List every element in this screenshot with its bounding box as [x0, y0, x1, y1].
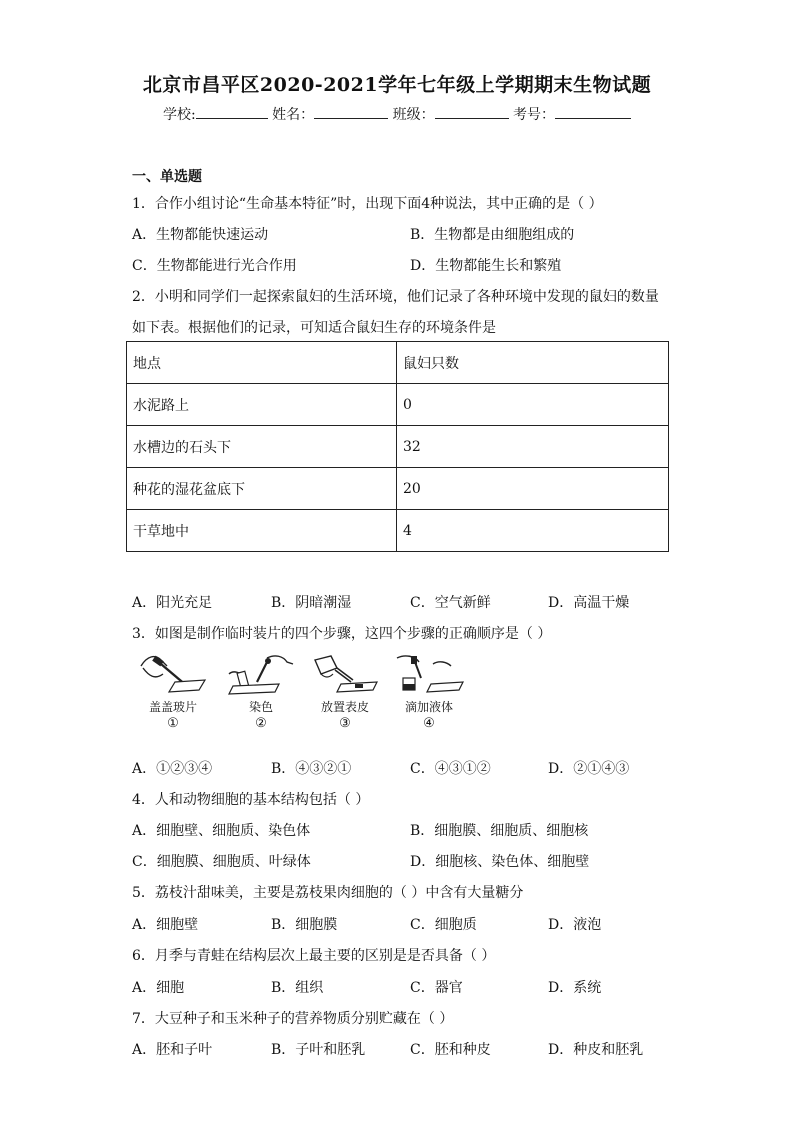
table-cell-count: 4 — [397, 510, 669, 552]
step-caption: 放置表皮 — [320, 700, 369, 714]
q4-option-a[interactable]: A．细胞壁、细胞质、染色体 — [132, 823, 311, 839]
q1-option-b[interactable]: B．生物都是由细胞组成的 — [410, 227, 575, 243]
q3-option-b[interactable]: B．④③②① — [271, 761, 352, 777]
school-blank[interactable] — [196, 104, 268, 119]
q4-stem: 4．人和动物细胞的基本结构包括（ ） — [132, 792, 370, 808]
table-row — [127, 384, 669, 426]
q1-option-d[interactable]: D．生物都能生长和繁殖 — [410, 258, 562, 274]
step-number: ① — [167, 716, 179, 731]
step-staining — [220, 652, 302, 731]
exam-title: 北京市昌平区2020-2021学年七年级上学期期末生物试题 — [142, 74, 652, 96]
q5-option-d[interactable]: D．液泡 — [548, 917, 602, 933]
step-number: ④ — [423, 716, 435, 731]
table-header-cell: 鼠妇只数 — [397, 342, 669, 384]
name-label: 姓名： — [272, 107, 315, 123]
q7-option-c[interactable]: C．胚和种皮 — [410, 1042, 491, 1058]
q6-option-b[interactable]: B．组织 — [271, 980, 324, 996]
name-blank[interactable] — [314, 104, 388, 119]
q4-option-c[interactable]: C．细胞膜、细胞质、叶绿体 — [132, 854, 311, 870]
q6-option-d[interactable]: D．系统 — [548, 980, 602, 996]
q3-option-a[interactable]: A．①②③④ — [132, 761, 213, 777]
q4-option-d[interactable]: D．细胞核、染色体、细胞壁 — [410, 854, 590, 870]
table-cell-location: 干草地中 — [127, 510, 397, 552]
id-blank[interactable] — [555, 104, 631, 119]
class-blank[interactable] — [435, 104, 509, 119]
step-number: ③ — [339, 716, 351, 731]
table-cell-count: 20 — [397, 468, 669, 510]
step-caption: 染色 — [248, 700, 273, 714]
q6-stem: 6．月季与青蛙在结构层次上最主要的区别是是否具备（ ） — [132, 948, 496, 964]
q2-option-c[interactable]: C．空气新鲜 — [410, 595, 491, 611]
q7-option-d[interactable]: D．种皮和胚乳 — [548, 1042, 644, 1058]
step-add-liquid — [388, 652, 470, 731]
place-epidermis-icon — [307, 652, 383, 696]
q7-stem: 7．大豆种子和玉米种子的营养物质分别贮藏在（ ） — [132, 1011, 454, 1027]
q6-option-a[interactable]: A．细胞 — [132, 980, 185, 996]
id-label: 考号： — [513, 107, 556, 123]
q5-stem: 5．荔枝汁甜味美，主要是荔枝果肉细胞的（ ）中含有大量糖分 — [132, 885, 524, 901]
table-cell-location: 水槽边的石头下 — [127, 426, 397, 468]
class-label: 班级： — [392, 107, 435, 123]
q2-option-d[interactable]: D．高温干燥 — [548, 595, 630, 611]
q2-option-a[interactable]: A．阳光充足 — [132, 595, 213, 611]
student-info-line — [0, 104, 794, 124]
slide-preparation-figure — [132, 652, 472, 742]
woodlouse-table — [126, 341, 669, 552]
table-row — [127, 510, 669, 552]
table-cell-location: 种花的湿花盆底下 — [127, 468, 397, 510]
step-place-epidermis — [304, 652, 386, 731]
q5-option-a[interactable]: A．细胞壁 — [132, 917, 199, 933]
table-row — [127, 468, 669, 510]
q3-option-d[interactable]: D．②①④③ — [548, 761, 630, 777]
q2-option-b[interactable]: B．阴暗潮湿 — [271, 595, 352, 611]
step-number: ② — [255, 716, 267, 731]
q1-stem: 1．合作小组讨论“生命基本特征”时，出现下面4种说法，其中正确的是（ ） — [132, 196, 603, 212]
table-cell-location: 水泥路上 — [127, 384, 397, 426]
q2-stem-line2: 如下表。根据他们的记录，可知适合鼠妇生存的环境条件是 — [132, 320, 496, 336]
q7-option-b[interactable]: B．子叶和胚乳 — [271, 1042, 366, 1058]
table-header-row — [127, 342, 669, 384]
step-cover-slip — [132, 652, 214, 731]
add-liquid-icon — [391, 652, 467, 696]
school-label: 学校: — [162, 107, 196, 123]
table-header-cell: 地点 — [127, 342, 397, 384]
q4-option-b[interactable]: B．细胞膜、细胞质、细胞核 — [410, 823, 589, 839]
q7-option-a[interactable]: A．胚和子叶 — [132, 1042, 213, 1058]
step-caption: 滴加液体 — [404, 700, 453, 714]
q1-option-c[interactable]: C．生物都能进行光合作用 — [132, 258, 297, 274]
section-heading: 一、单选题 — [132, 169, 202, 185]
staining-icon — [223, 652, 299, 696]
q5-option-b[interactable]: B．细胞膜 — [271, 917, 338, 933]
step-caption: 盖盖玻片 — [148, 700, 197, 714]
table-row — [127, 426, 669, 468]
cover-slip-icon — [135, 652, 211, 696]
table-cell-count: 32 — [397, 426, 669, 468]
q2-stem-line1: 2．小明和同学们一起探索鼠妇的生活环境，他们记录了各种环境中发现的鼠妇的数量 — [132, 289, 659, 305]
table-cell-count: 0 — [397, 384, 669, 426]
q3-stem: 3．如图是制作临时装片的四个步骤，这四个步骤的正确顺序是（ ） — [132, 626, 552, 642]
q1-option-a[interactable]: A．生物都能快速运动 — [132, 227, 269, 243]
q3-option-c[interactable]: C．④③①② — [410, 761, 491, 777]
q6-option-c[interactable]: C．器官 — [410, 980, 463, 996]
q5-option-c[interactable]: C．细胞质 — [410, 917, 477, 933]
